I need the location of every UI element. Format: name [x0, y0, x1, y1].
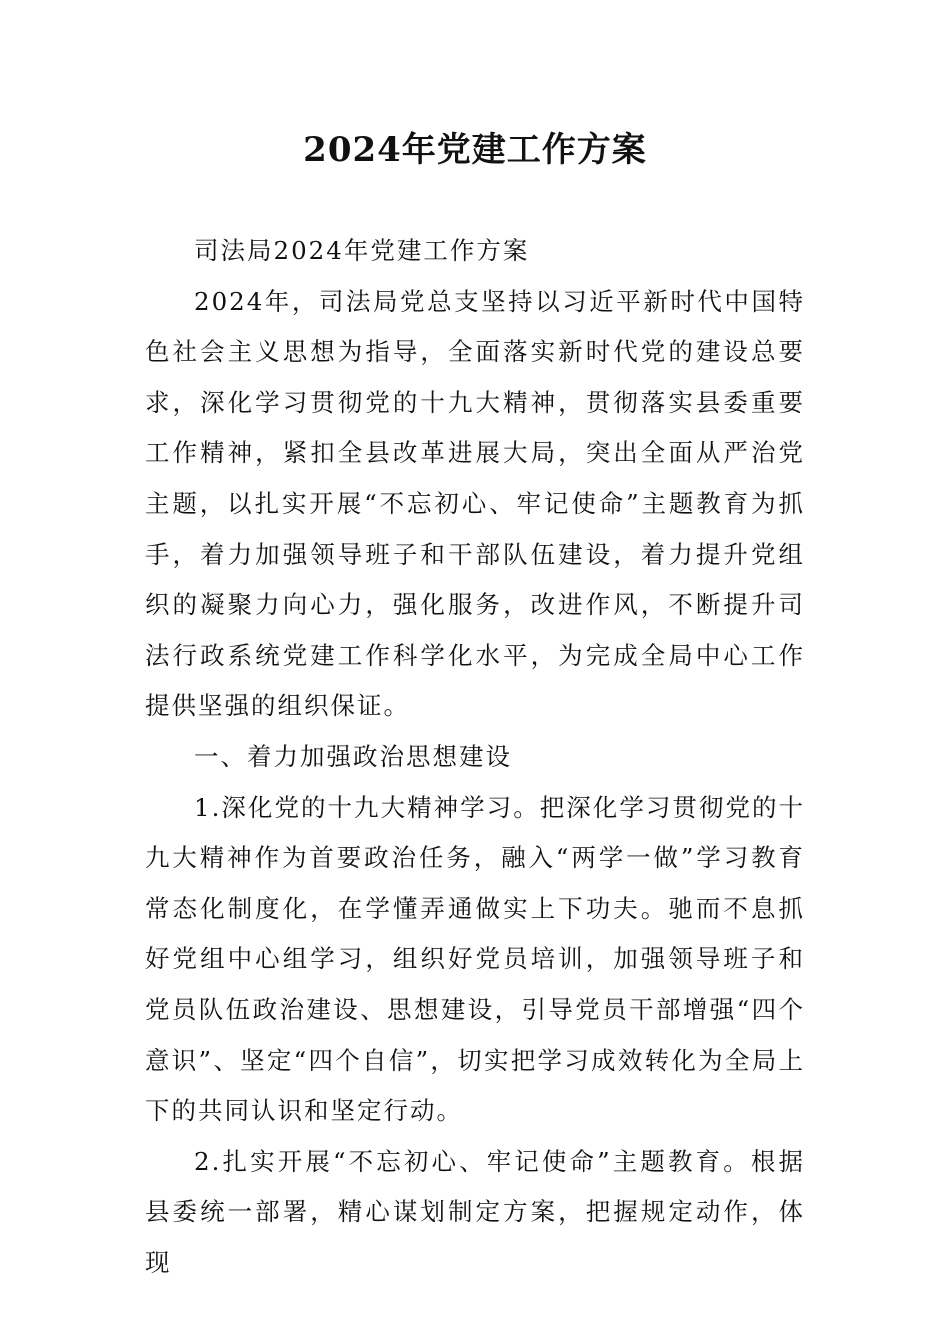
section-heading: 一、着力加强政治思想建设 — [194, 741, 512, 771]
document-body — [145, 226, 805, 1288]
subtitle-paragraph: 司法局2024年党建工作方案 — [194, 236, 530, 265]
item-1-paragraph: 1.深化党的十九大精神学习。把深化学习贯彻党的十九大精神作为首要政治任务，融入“两学一做”学习教育常态化制度化，在学懂弄通做实上下功夫。驰而不息抓好党组中心组学习，组织好党员培训，加强领导班子和党员队伍政治建设、思想建设，引导党员干部增强“四个意识”、坚定“四个自信”，切实把学习成效转化为全局上下的共同认识和坚定行动。 — [145, 792, 805, 1126]
document-title: 2024年党建工作方案 — [303, 130, 647, 170]
item-2-paragraph: 2.扎实开展“不忘初心、牢记使命”主题教育。根据县委统一部署，精心谋划制定方案，把握规定动作，体现 — [145, 1146, 805, 1277]
intro-paragraph: 2024年，司法局党总支坚持以习近平新时代中国特色社会主义思想为指导，全面落实新时代党的建设总要求，深化学习贯彻党的十九大精神，贯彻落实县委重要工作精神，紧扣全县改革进展大局，突出全面从严治党主题，以扎实开展“不忘初心、牢记使命”主题教育为抓手，着力加强领导班子和干部队伍建设，着力提升党组织的凝聚力向心力，强化服务，改进作风，不断提升司法行政系统党建工作科学化水平，为完成全局中心工作提供坚强的组织保证。 — [145, 286, 805, 721]
